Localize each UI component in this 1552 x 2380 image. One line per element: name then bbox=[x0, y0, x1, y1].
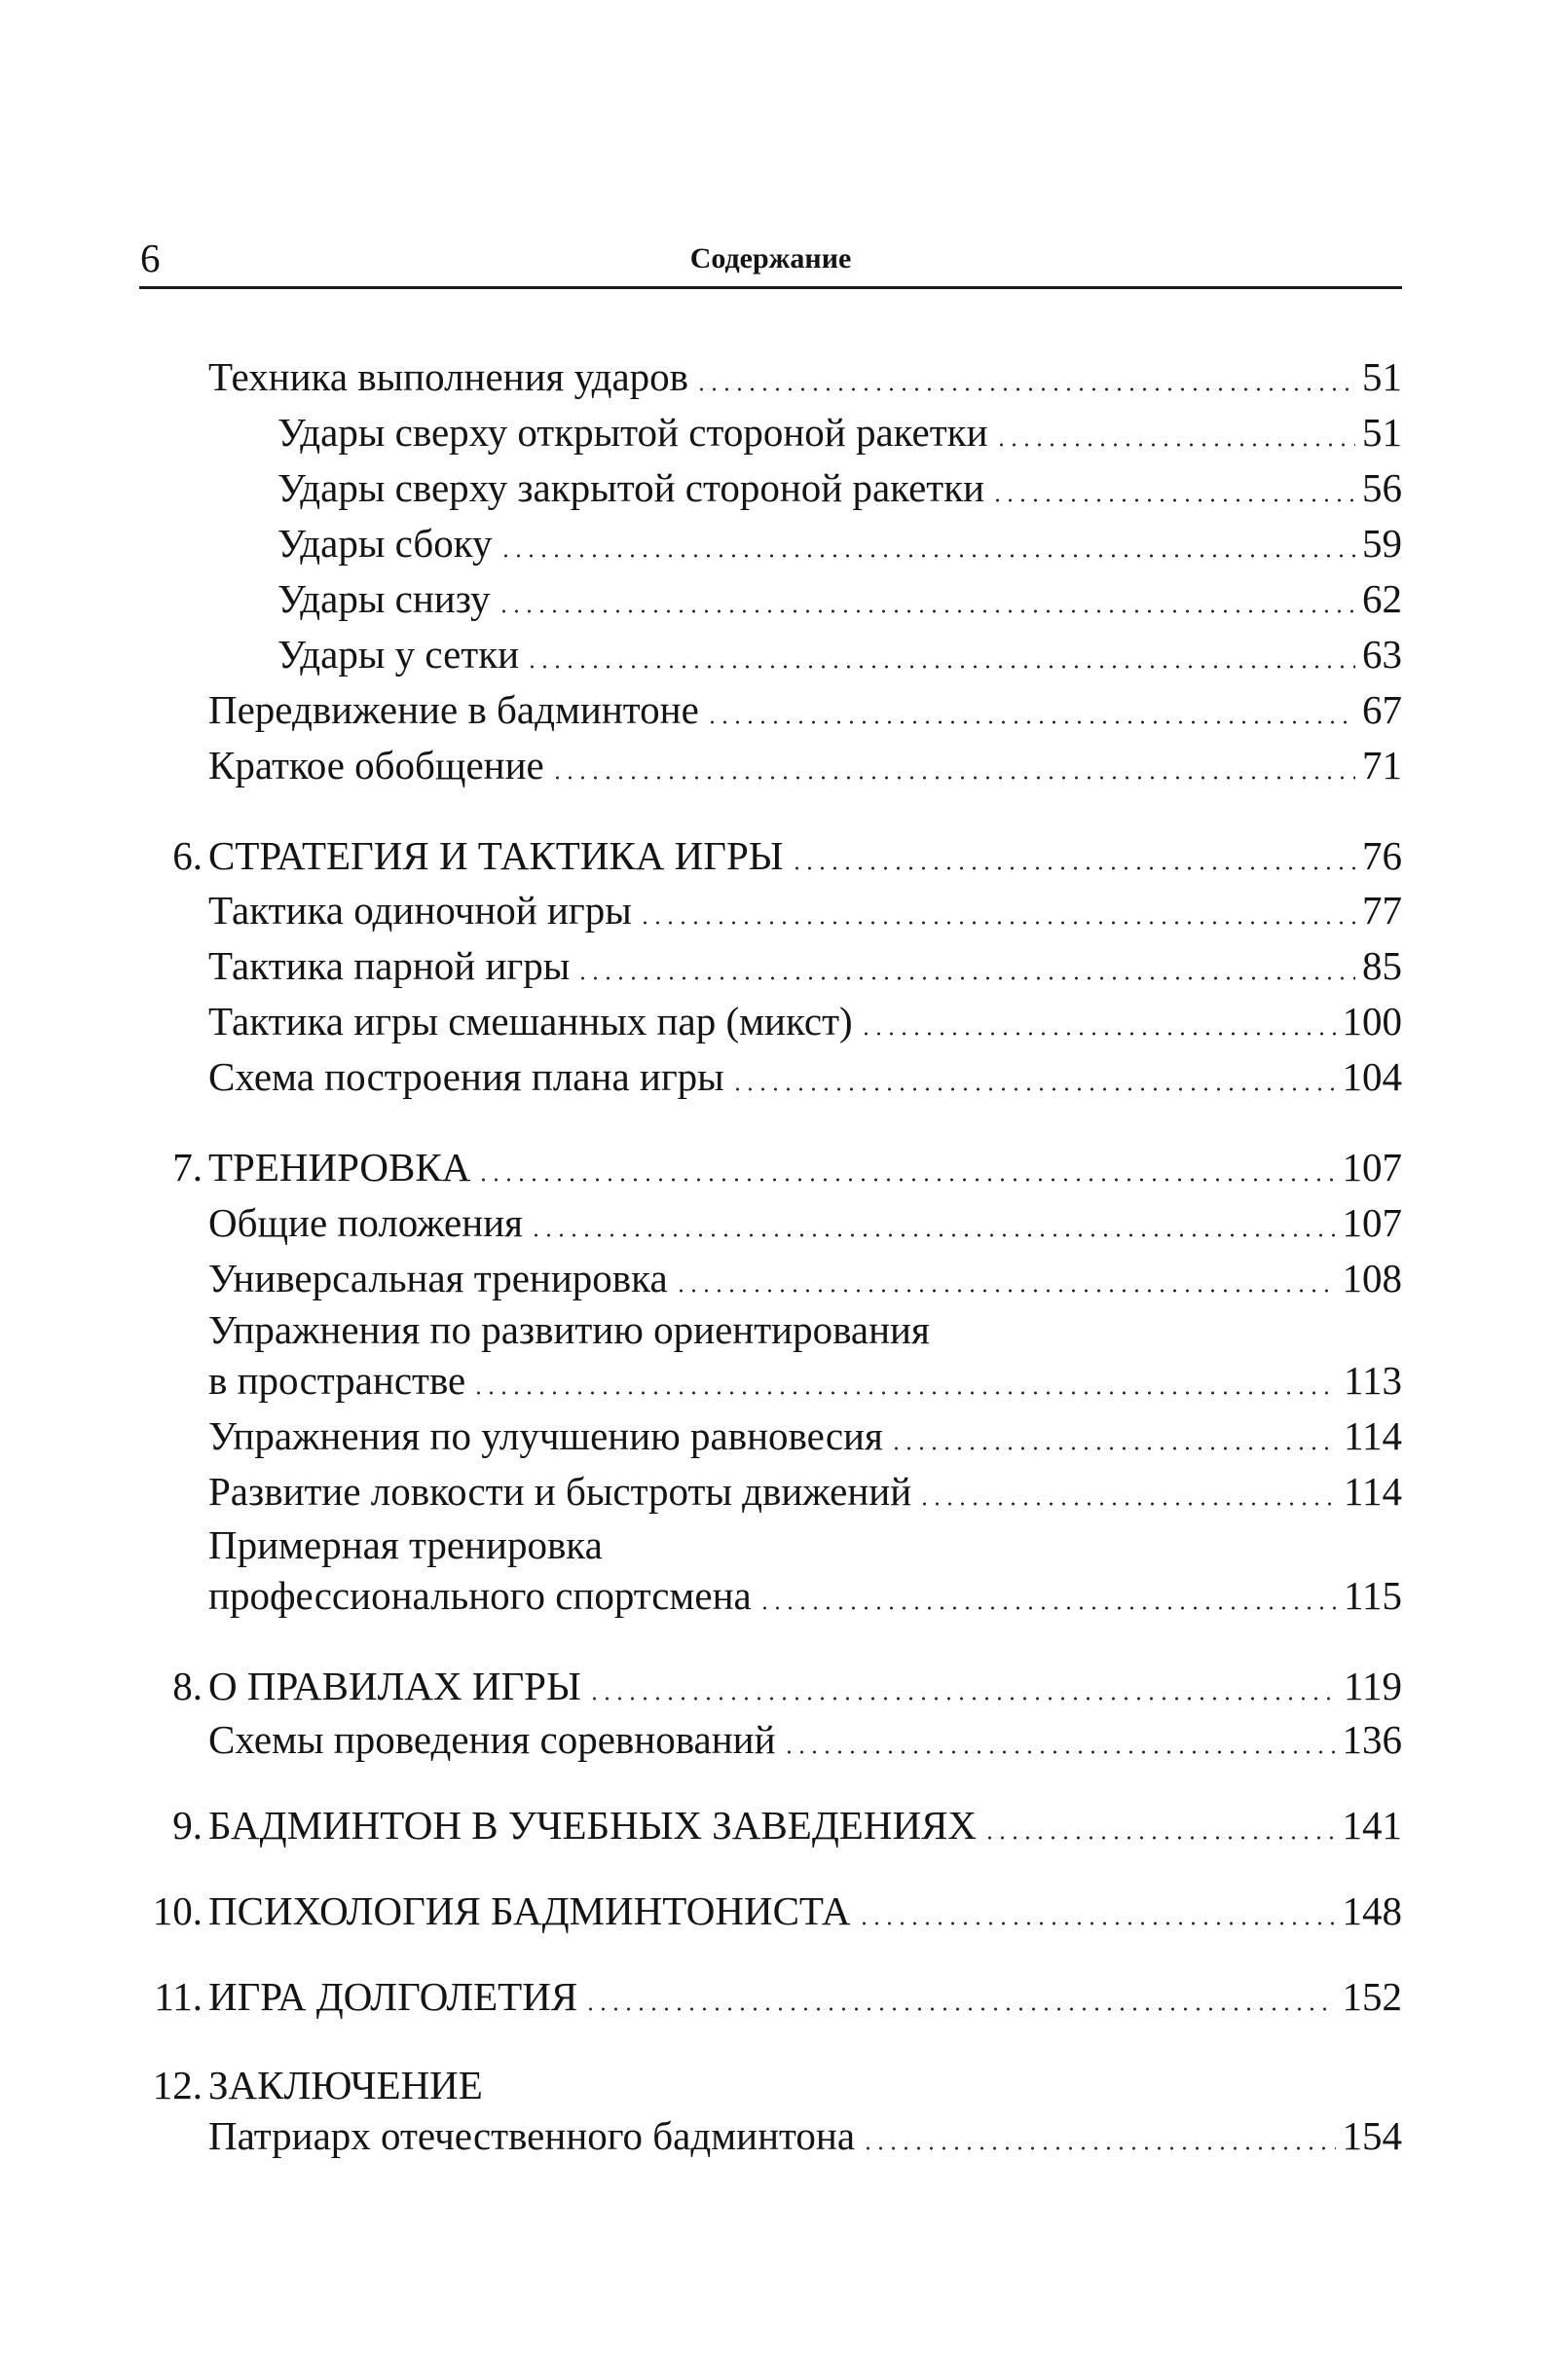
chapter-number: 12. bbox=[152, 2063, 203, 2107]
toc-entry-label: Общие положения bbox=[208, 1200, 523, 1245]
toc-entry[interactable] bbox=[208, 1408, 1402, 1460]
toc-entry-page: 113 bbox=[1344, 1358, 1402, 1403]
chapter-title: СТРАТЕГИЯ И ТАКТИКА ИГРЫ bbox=[208, 833, 784, 878]
toc-entry-page: 85 bbox=[1362, 943, 1402, 988]
toc-entry-line bbox=[208, 1517, 603, 1569]
toc-entry-label: Удары снизу bbox=[277, 576, 491, 621]
dot-leader bbox=[783, 1750, 1336, 1754]
toc-entry[interactable] bbox=[208, 2107, 1402, 2160]
toc-entry-label: Удары сверху закрытой стороной ракетки bbox=[277, 465, 985, 510]
toc-entry-label: Техника выполнения ударов bbox=[208, 354, 689, 399]
toc-chapter[interactable] bbox=[172, 1797, 1402, 1849]
toc-entry-label: Развитие ловкости и быстроты движений bbox=[208, 1469, 912, 1514]
toc-entry[interactable] bbox=[208, 1463, 1402, 1516]
dot-leader bbox=[530, 1233, 1336, 1237]
toc-entry[interactable] bbox=[208, 1352, 1402, 1405]
dot-leader bbox=[588, 1697, 1337, 1701]
toc-chapter[interactable] bbox=[172, 1139, 1402, 1191]
toc-entry-page: 114 bbox=[1344, 1413, 1402, 1458]
dot-leader bbox=[890, 1446, 1337, 1450]
toc-chapter[interactable] bbox=[172, 827, 1402, 880]
dot-leader bbox=[477, 1178, 1335, 1182]
toc-entry[interactable] bbox=[208, 1048, 1402, 1101]
toc-entry-label: Патриарх отечественного бадминтона bbox=[208, 2113, 856, 2158]
toc-entry-page: 141 bbox=[1342, 1803, 1402, 1848]
chapter-title: О ПРАВИЛАХ ИГРЫ bbox=[208, 1664, 581, 1708]
toc-entry-label: Схема построения плана игры bbox=[208, 1054, 724, 1099]
toc-entry-label: Краткое обобщение bbox=[208, 743, 544, 787]
toc-entry-page: 148 bbox=[1342, 1888, 1402, 1933]
toc-entry-label: Универсальная тренировка bbox=[208, 1256, 668, 1300]
dot-leader bbox=[499, 554, 1355, 558]
toc-entry-page: 62 bbox=[1362, 576, 1402, 621]
toc-chapter[interactable] bbox=[154, 1968, 1402, 2021]
dot-leader bbox=[695, 387, 1355, 391]
dot-leader bbox=[983, 1836, 1335, 1840]
toc-entry[interactable] bbox=[208, 937, 1402, 990]
dot-leader bbox=[551, 776, 1355, 780]
toc-entry-label: Тактика игры смешанных пар (микст) bbox=[208, 999, 853, 1044]
toc-entry-page: 77 bbox=[1362, 888, 1402, 933]
dot-leader bbox=[731, 1087, 1336, 1091]
toc-entry-page: 107 bbox=[1342, 1145, 1402, 1190]
toc-entry-page: 119 bbox=[1344, 1664, 1402, 1708]
toc-entry[interactable] bbox=[277, 626, 1402, 678]
toc-entry-label: в пространстве bbox=[208, 1358, 466, 1403]
chapter-number: 7. bbox=[172, 1145, 203, 1190]
chapter-title: ЗАКЛЮЧЕНИЕ bbox=[208, 2063, 483, 2107]
toc-entry-page: 51 bbox=[1362, 410, 1402, 455]
toc-entry[interactable] bbox=[208, 1567, 1402, 1620]
page-number: 6 bbox=[140, 236, 161, 280]
toc-entry-page: 115 bbox=[1344, 1573, 1402, 1618]
toc-entry[interactable] bbox=[208, 1250, 1402, 1302]
toc-entry-line bbox=[208, 1301, 930, 1354]
toc-entry[interactable] bbox=[208, 1711, 1402, 1764]
toc-entry[interactable] bbox=[208, 882, 1402, 934]
toc-entry-page: 56 bbox=[1362, 465, 1402, 510]
toc-entry-label: Тактика парной игры bbox=[208, 943, 571, 988]
chapter-number: 11. bbox=[154, 1974, 203, 2019]
dot-leader bbox=[706, 720, 1355, 724]
toc-entry-label: Примерная тренировка bbox=[208, 1522, 603, 1567]
toc-entry-label: профессионального спортсмена bbox=[208, 1573, 752, 1618]
toc-entry-page: 107 bbox=[1342, 1200, 1402, 1245]
toc-entry[interactable] bbox=[277, 404, 1402, 457]
toc-entry-page: 51 bbox=[1362, 354, 1402, 399]
toc-chapter[interactable] bbox=[172, 1658, 1402, 1710]
dot-leader bbox=[858, 1922, 1336, 1925]
toc-entry-page: 59 bbox=[1362, 521, 1402, 566]
chapter-number: 10. bbox=[152, 1888, 203, 1933]
dot-leader bbox=[675, 1289, 1336, 1293]
toc-entry[interactable] bbox=[208, 348, 1402, 401]
dot-leader bbox=[639, 921, 1355, 925]
chapter-title: ТРЕНИРОВКА bbox=[208, 1145, 471, 1190]
dot-leader bbox=[758, 1606, 1337, 1610]
toc-entry-label: Схемы проведения соревнований bbox=[208, 1717, 776, 1762]
dot-leader bbox=[584, 2007, 1335, 2011]
toc-entry[interactable] bbox=[208, 681, 1402, 734]
toc-entry-label: Упражнения по развитию ориентирования bbox=[208, 1307, 930, 1352]
toc-entry-page: 108 bbox=[1342, 1256, 1402, 1300]
dot-leader bbox=[862, 2146, 1335, 2150]
toc-entry-label: Тактика одиночной игры bbox=[208, 888, 632, 933]
dot-leader bbox=[472, 1391, 1337, 1395]
toc-entry-page: 154 bbox=[1342, 2113, 1402, 2158]
chapter-title: БАДМИНТОН В УЧЕБНЫХ ЗАВЕДЕНИЯХ bbox=[208, 1803, 978, 1848]
toc-entry-page: 104 bbox=[1342, 1054, 1402, 1099]
chapter-number: 6. bbox=[172, 833, 203, 878]
toc-entry-label: Удары сверху открытой стороной ракетки bbox=[277, 410, 988, 455]
toc-entry[interactable] bbox=[277, 570, 1402, 623]
chapter-number: 9. bbox=[172, 1803, 203, 1848]
toc-entry[interactable] bbox=[208, 1194, 1402, 1247]
toc-chapter[interactable] bbox=[152, 2057, 483, 2109]
toc-entry-page: 71 bbox=[1362, 743, 1402, 787]
chapter-title: ПСИХОЛОГИЯ БАДМИНТОНИСТА bbox=[208, 1888, 851, 1933]
dot-leader bbox=[526, 665, 1355, 669]
dot-leader bbox=[860, 1032, 1336, 1036]
toc-entry[interactable] bbox=[277, 459, 1402, 512]
toc-entry-page: 63 bbox=[1362, 632, 1402, 677]
toc-entry[interactable] bbox=[208, 737, 1402, 789]
toc-entry-label: Упражнения по улучшению равновесия bbox=[208, 1413, 883, 1458]
toc-entry-page: 152 bbox=[1342, 1974, 1402, 2019]
dot-leader bbox=[918, 1502, 1337, 1506]
toc-entry[interactable] bbox=[208, 993, 1402, 1045]
dot-leader bbox=[576, 976, 1355, 980]
toc-entry-page: 100 bbox=[1342, 999, 1402, 1044]
toc-entry-label: Удары сбоку bbox=[277, 521, 493, 566]
dot-leader bbox=[791, 866, 1356, 870]
dot-leader bbox=[995, 443, 1355, 447]
toc-entry[interactable] bbox=[277, 515, 1402, 568]
toc-chapter[interactable] bbox=[152, 1883, 1402, 1935]
dot-leader bbox=[498, 609, 1355, 613]
toc-entry-page: 76 bbox=[1362, 833, 1402, 878]
toc-entry-label: Удары у сетки bbox=[277, 632, 520, 677]
chapter-title: ИГРА ДОЛГОЛЕТИЯ bbox=[208, 1974, 578, 2019]
chapter-number: 8. bbox=[172, 1664, 203, 1708]
toc-entry-page: 114 bbox=[1344, 1469, 1402, 1514]
toc-entry-label: Передвижение в бадминтоне bbox=[208, 687, 699, 732]
dot-leader bbox=[991, 498, 1355, 502]
running-title: Содержание bbox=[689, 242, 852, 275]
toc-entry-page: 67 bbox=[1362, 687, 1402, 732]
toc-entry-page: 136 bbox=[1342, 1717, 1402, 1762]
